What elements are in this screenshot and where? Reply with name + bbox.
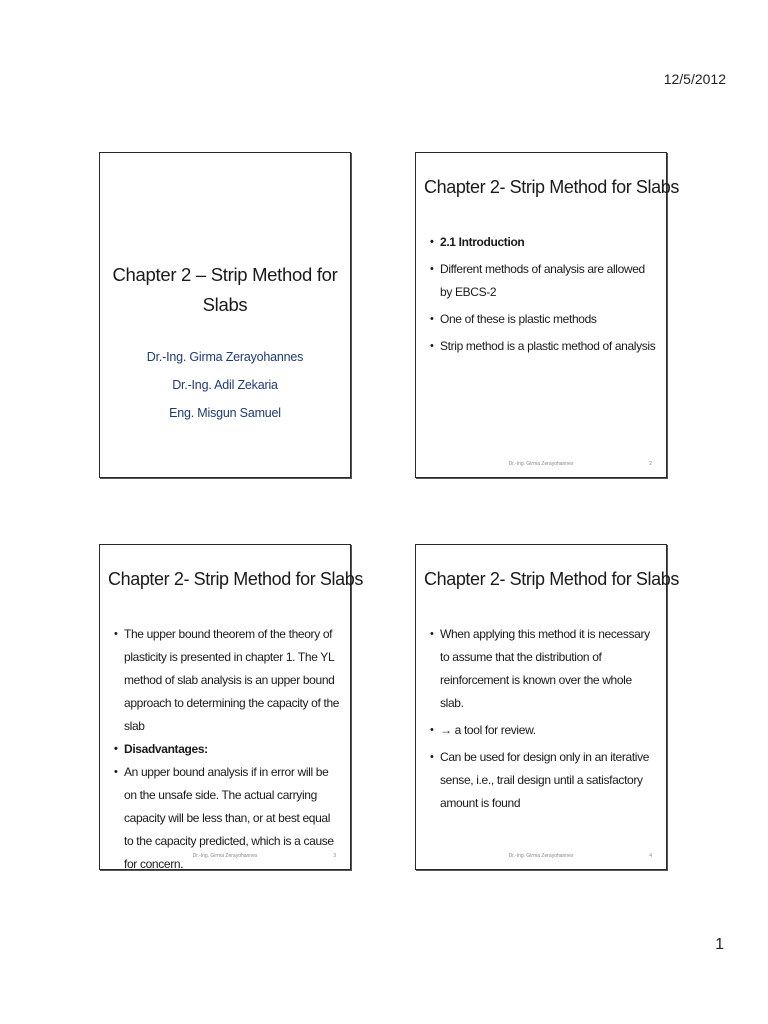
slide-footer-author: Dr.-Ing. Girma Zerayohannes bbox=[192, 853, 258, 859]
slide-footer-author: Dr.-Ing. Girma Zerayohannes bbox=[508, 853, 574, 859]
bullet-item: • Strip method is a plastic method of analysis bbox=[430, 335, 656, 358]
slide-footer-author: Dr.-Ing. Girma Zerayohannes bbox=[508, 461, 574, 467]
slide-4 bbox=[415, 544, 679, 870]
bullet-item: • → a tool for review. bbox=[430, 719, 656, 742]
author: Dr.-Ing. Adil Zekaria bbox=[172, 378, 278, 392]
bullet-item: • Different methods of analysis are allowed by EBCS-2 bbox=[430, 258, 656, 304]
bullet-item: • When applying this method it is necessary to assume that the distribution of reinforcement is known over the whole slab. bbox=[430, 623, 656, 715]
bullet-list bbox=[430, 623, 656, 819]
author: Dr.-Ing. Girma Zerayohannes bbox=[146, 350, 304, 364]
bullet-item: • An upper bound analysis if in error will be on the unsafe side. The actual carrying capacity will be less than, or at best equal to the capacity predicted, which is a cause for concern. bbox=[114, 761, 340, 876]
bullet-item: • 2.1 Introduction bbox=[430, 231, 656, 254]
slide-title: Chapter 2- Strip Method for Slabs bbox=[424, 177, 679, 197]
slide-number: 2 bbox=[649, 461, 652, 467]
slide-3 bbox=[99, 544, 363, 871]
bullet-list bbox=[114, 623, 340, 876]
bullet-item: • Disadvantages: bbox=[114, 738, 340, 761]
bullet-list bbox=[430, 231, 656, 362]
page-number: 1 bbox=[715, 936, 724, 953]
bullet-item: • The upper bound theorem of the theory of plasticity is presented in chapter 1. The YL method of slab analysis is an upper bound approach to determining the capacity of the slab bbox=[114, 623, 340, 738]
slide-title: Chapter 2 – Strip Method for Slabs bbox=[112, 264, 338, 315]
slide-1 bbox=[99, 152, 351, 478]
bullet-item: • Can be used for design only in an iterative sense, i.e., trail design until a satisfactory amount is found bbox=[430, 746, 656, 815]
author-list bbox=[100, 343, 350, 427]
slide-2 bbox=[415, 152, 679, 478]
page-date: 12/5/2012 bbox=[663, 71, 726, 87]
slide-title: Chapter 2- Strip Method for Slabs bbox=[108, 569, 363, 589]
slide-number: 4 bbox=[649, 853, 652, 859]
slide-title: Chapter 2- Strip Method for Slabs bbox=[424, 569, 679, 589]
bullet-item: • One of these is plastic methods bbox=[430, 308, 656, 331]
slide-number: 3 bbox=[333, 853, 336, 859]
author: Eng. Misgun Samuel bbox=[169, 406, 281, 420]
